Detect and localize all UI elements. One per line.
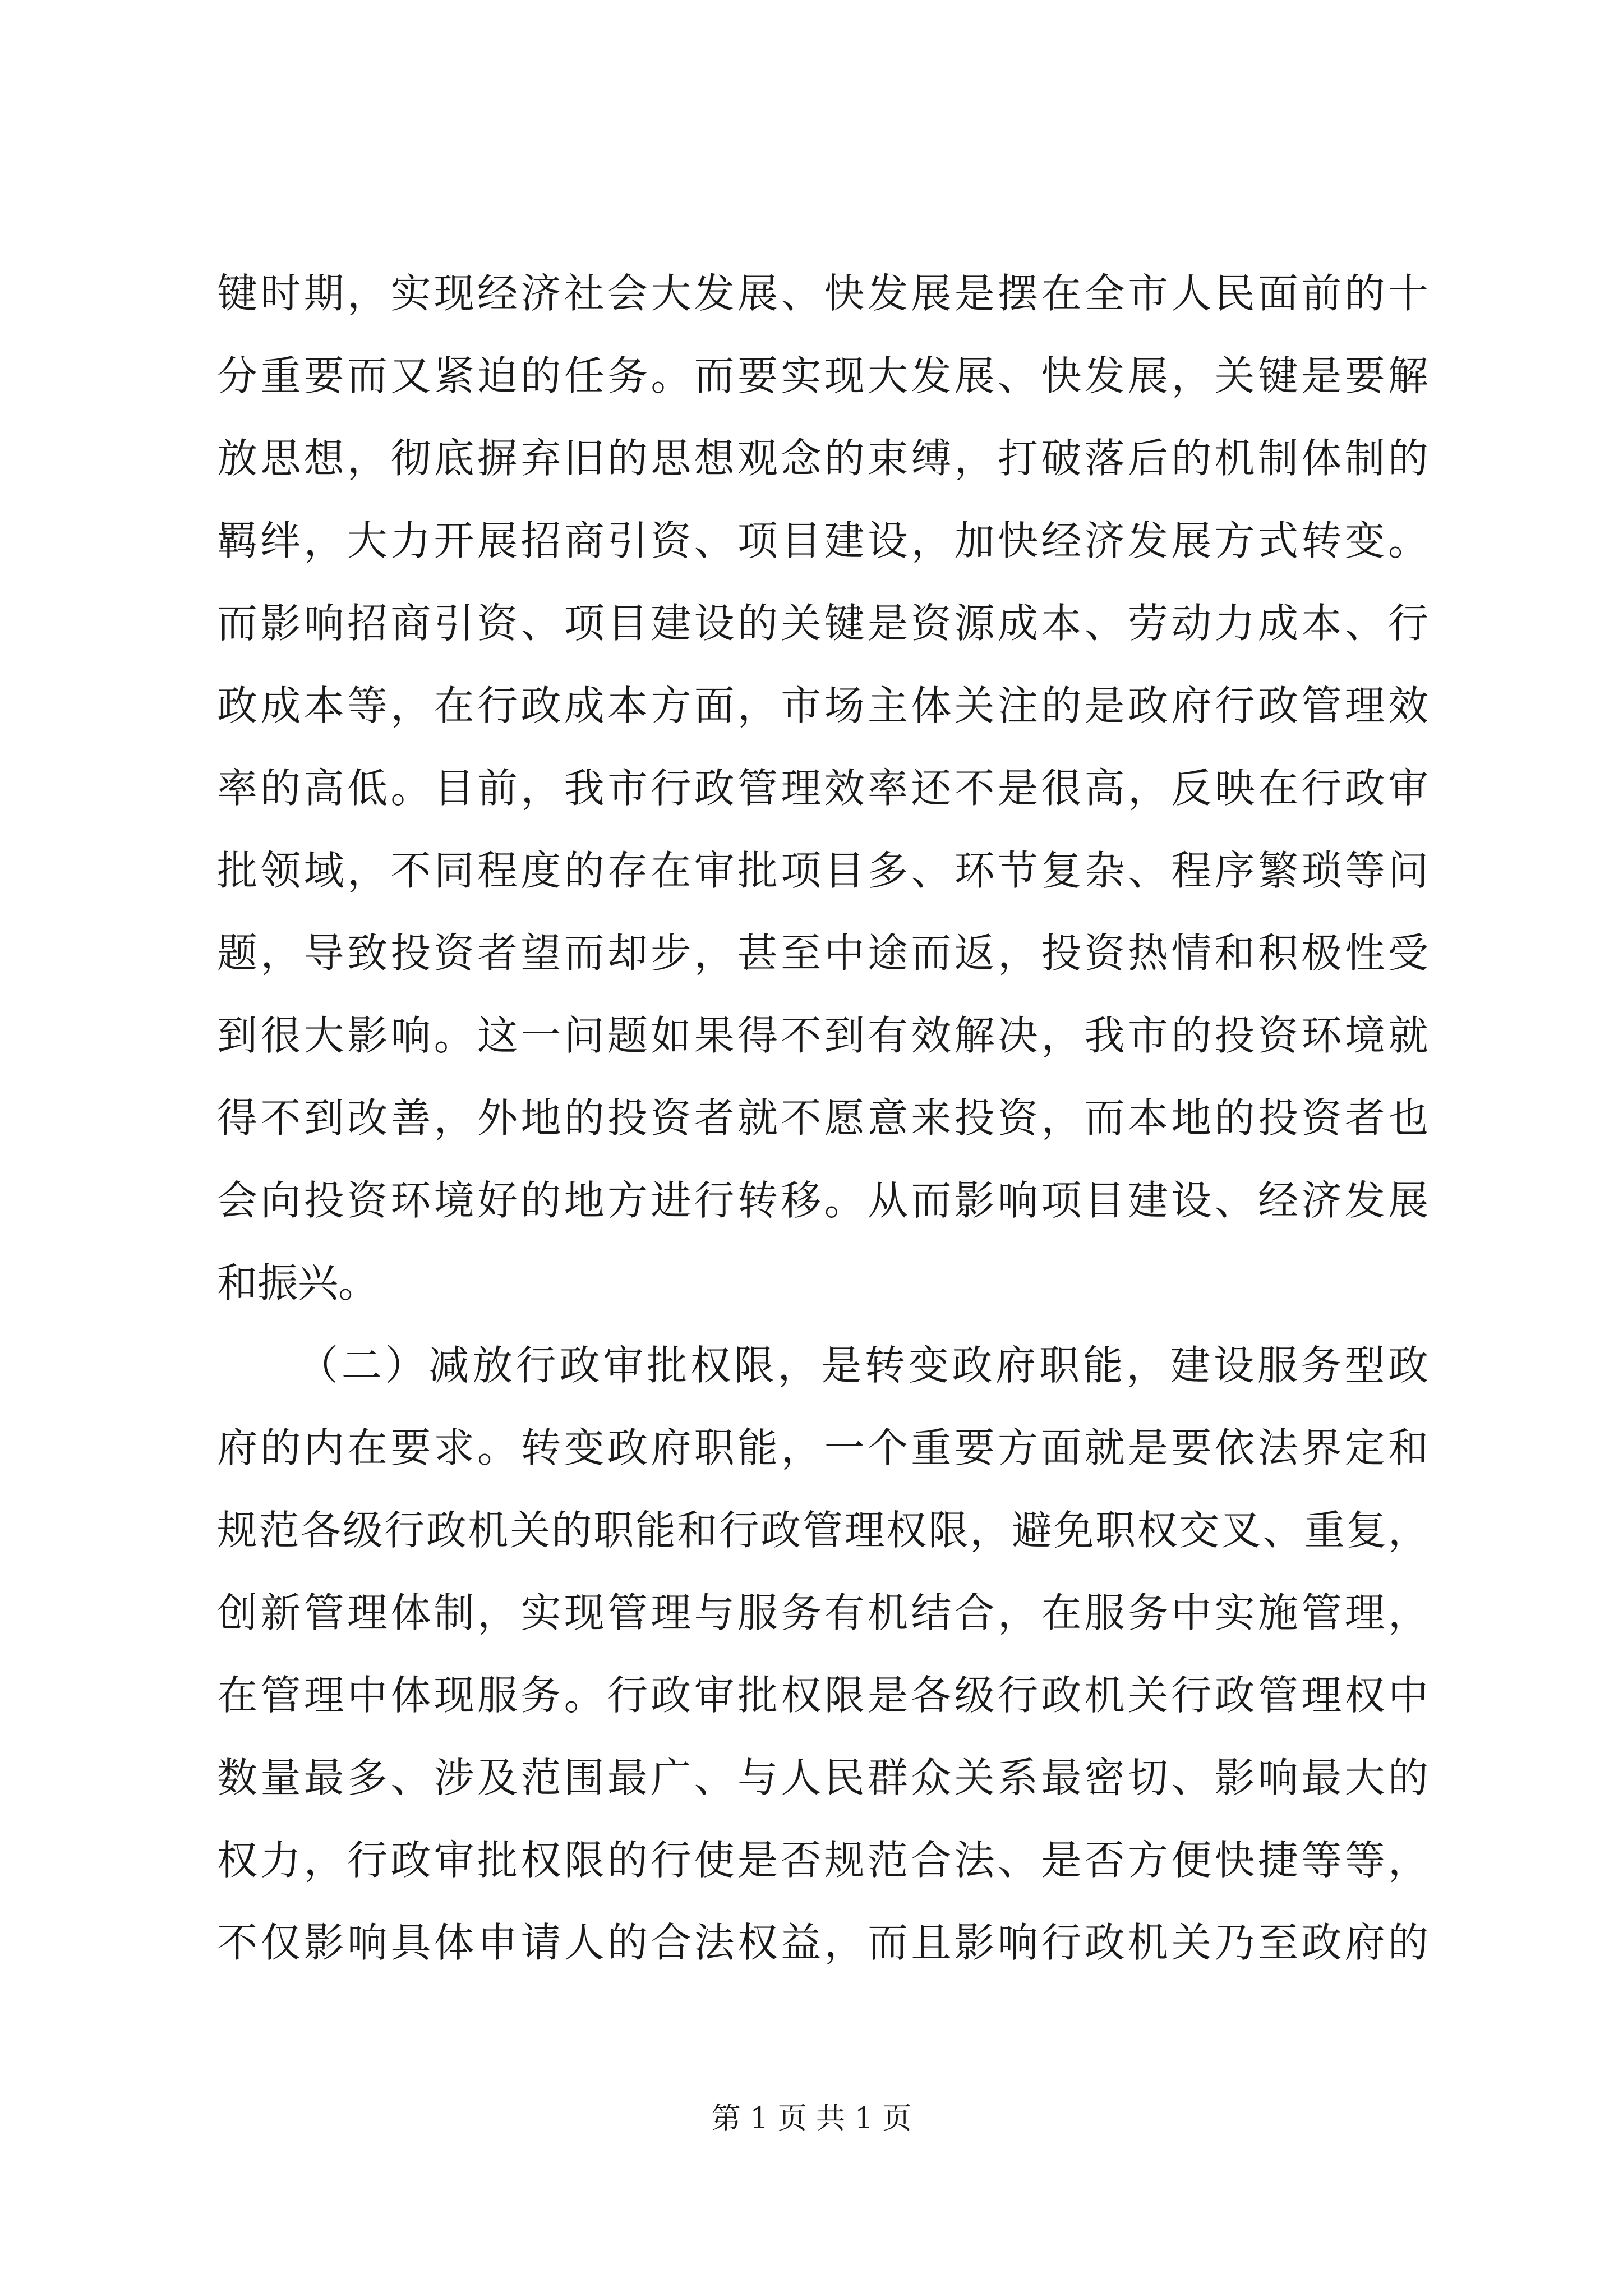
text-line: 而影响招商引资、项目建设的关键是资源成本、劳动力成本、行 — [217, 600, 1428, 647]
text-line: 创新管理体制，实现管理与服务有机结合，在服务中实施管理， — [217, 1589, 1428, 1636]
paragraph-heading-line: （二）减放行政审批权限，是转变政府职能，建设服务型政 — [298, 1342, 1428, 1389]
page-footer: 第 1 页 共 1 页 — [711, 2102, 912, 2136]
text-line: 放思想，彻底摒弃旧的思想观念的束缚，打破落后的机制体制的 — [217, 435, 1428, 482]
text-line: 题，导致投资者望而却步，甚至中途而返，投资热情和积极性受 — [217, 930, 1428, 977]
text-line: 羁绊，大力开展招商引资、项目建设，加快经济发展方式转变。 — [217, 517, 1428, 564]
text-line: 得不到改善，外地的投资者就不愿意来投资，而本地的投资者也 — [217, 1094, 1428, 1142]
text-line: 规范各级行政机关的职能和行政管理权限，避免职权交叉、重复， — [217, 1507, 1428, 1554]
text-line: 键时期，实现经济社会大发展、快发展是摆在全市人民面前的十 — [217, 270, 1428, 317]
paragraph-end-line: 和振兴。 — [217, 1259, 379, 1306]
text-line: 分重要而又紧迫的任务。而要实现大发展、快发展，关键是要解 — [217, 352, 1428, 399]
text-line: 府的内在要求。转变政府职能，一个重要方面就是要依法界定和 — [217, 1424, 1428, 1471]
body-text — [217, 252, 1428, 1984]
text-line: 率的高低。目前，我市行政管理效率还不是很高，反映在行政审 — [217, 765, 1428, 812]
text-line: 数量最多、涉及范围最广、与人民群众关系最密切、影响最大的 — [217, 1754, 1428, 1801]
text-line: 会向投资环境好的地方进行转移。从而影响项目建设、经济发展 — [217, 1177, 1428, 1224]
text-line: 不仅影响具体申请人的合法权益，而且影响行政机关乃至政府的 — [217, 1919, 1428, 1966]
text-line: 权力，行政审批权限的行使是否规范合法、是否方便快捷等等， — [217, 1837, 1428, 1884]
text-line: 在管理中体现服务。行政审批权限是各级行政机关行政管理权中 — [217, 1672, 1428, 1719]
text-line: 批领域，不同程度的存在审批项目多、环节复杂、程序繁琐等问 — [217, 847, 1428, 894]
text-line: 到很大影响。这一问题如果得不到有效解决，我市的投资环境就 — [217, 1012, 1428, 1059]
text-line: 政成本等，在行政成本方面，市场主体关注的是政府行政管理效 — [217, 682, 1428, 729]
